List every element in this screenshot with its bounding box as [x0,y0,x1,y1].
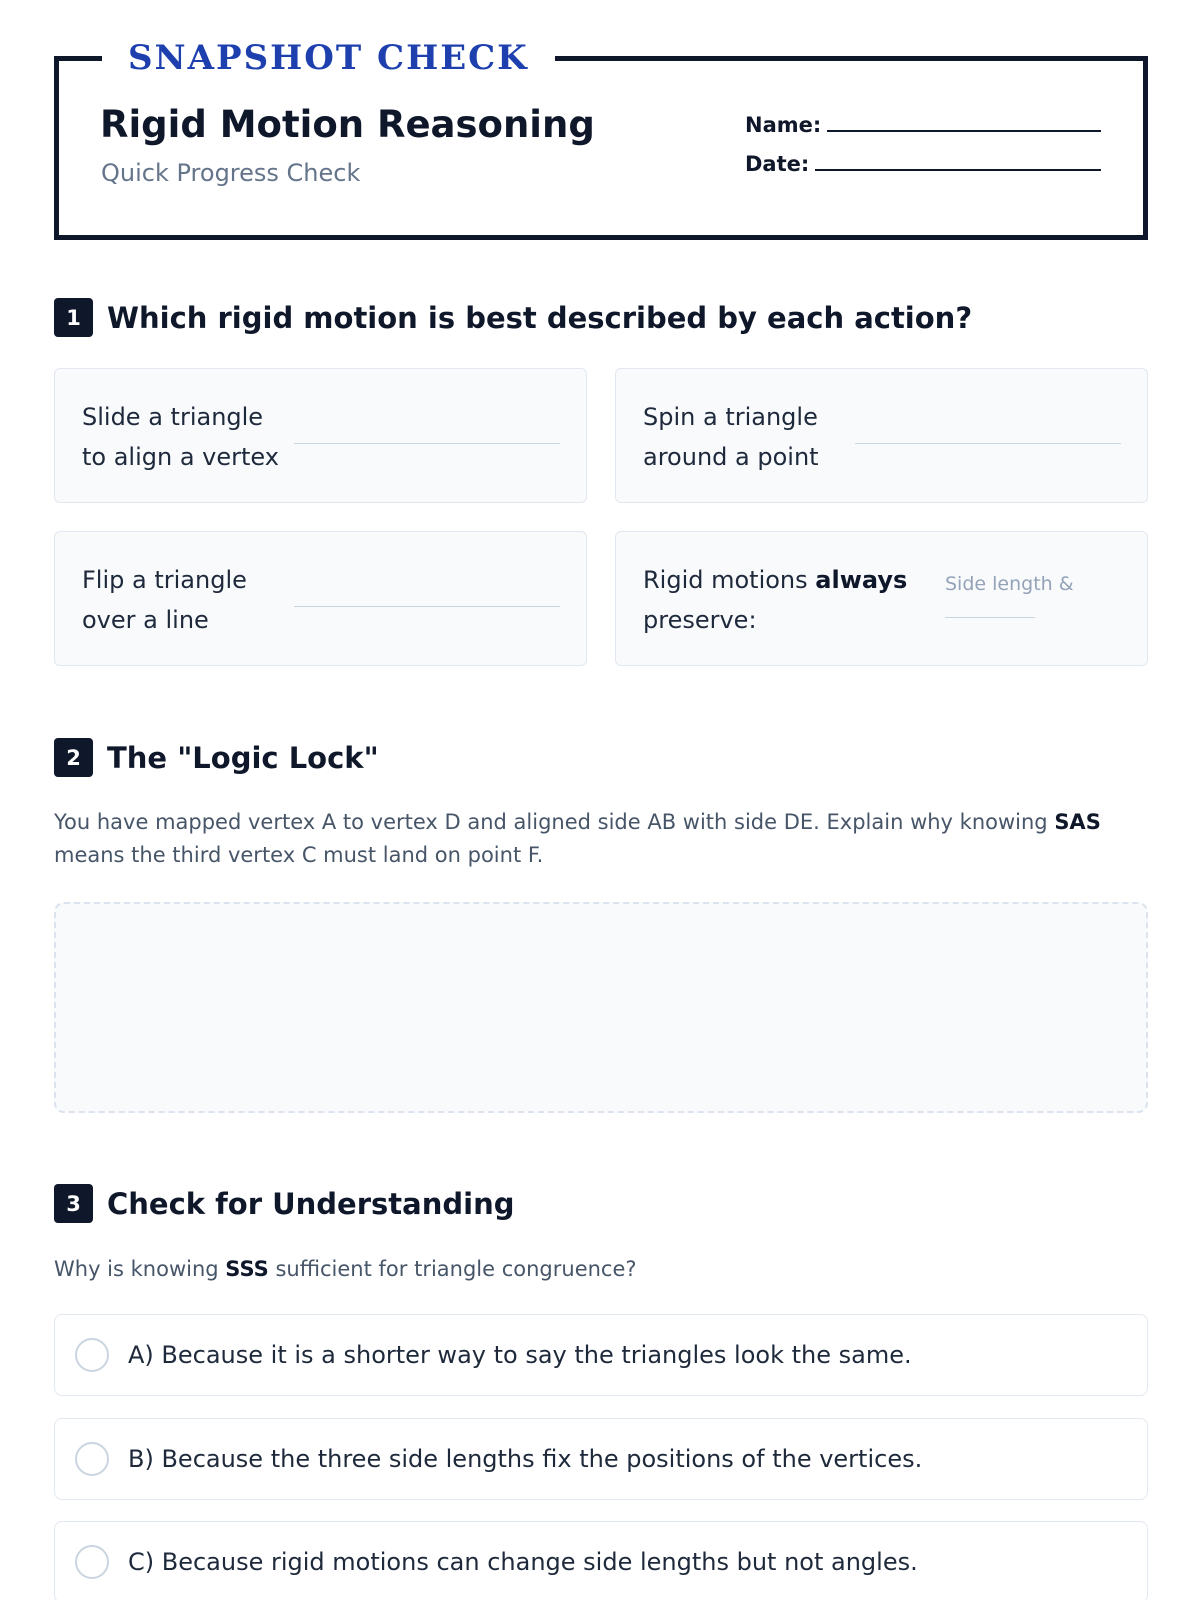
question-number-badge: 3 [54,1184,93,1223]
prompt-bold: SSS [225,1257,269,1281]
prompt-text: You have mapped vertex A to vertex D and aligned side AB with side DE. Explain why knowing [54,810,1055,834]
answer-box[interactable] [54,902,1148,1113]
card-line-2: around a point [643,443,819,471]
option-label: A) Because it is a shorter way to say the triangles look the same. [128,1341,912,1369]
question-2-prompt [54,806,1101,872]
card-line-2: to align a vertex [82,443,279,471]
name-line [827,113,1101,132]
card-prompt [82,397,282,477]
question-number-badge: 1 [54,298,93,337]
option-label: C) Because rigid motions can change side lengths but not angles. [128,1548,918,1576]
page-title: Rigid Motion Reasoning [100,103,595,146]
question-title: Which rigid motion is best described by each action? [107,300,973,335]
date-field[interactable] [745,152,1101,176]
question-number-badge: 2 [54,738,93,777]
date-line [815,152,1101,171]
card-line-1: Flip a triangle [82,566,247,594]
question-2-heading [54,738,379,777]
radio-button[interactable] [75,1545,109,1579]
date-label: Date: [745,152,810,176]
question-title: Check for Understanding [107,1186,515,1221]
card-prompt [643,397,843,477]
question-title: The "Logic Lock" [107,740,379,775]
card-line-1: Spin a triangle [643,403,818,431]
header-box [54,56,1148,240]
card-text-before: Rigid motions [643,566,816,594]
radio-button[interactable] [75,1442,109,1476]
prompt-text-after: sufficient for triangle congruence? [268,1257,637,1281]
question-3-heading [54,1184,514,1223]
motion-card-preserve [615,531,1148,666]
card-line-2: over a line [82,606,209,634]
card-text-after: preserve: [643,606,757,634]
card-text-bold: always [815,566,908,594]
option-c[interactable] [54,1521,1148,1600]
question-1-heading [54,298,972,337]
option-b[interactable] [54,1418,1148,1500]
page-subtitle: Quick Progress Check [101,159,361,187]
radio-button[interactable] [75,1338,109,1372]
question-3-prompt [54,1253,637,1286]
answer-hint: Side length & [945,573,1074,595]
answer-blank[interactable] [945,617,1035,618]
answer-blank[interactable] [294,606,560,607]
prompt-text: Why is knowing [54,1257,226,1281]
name-label: Name: [745,113,822,137]
name-field[interactable] [745,113,1101,137]
motion-card-slide [54,368,587,503]
prompt-bold: SAS [1054,810,1101,834]
card-prompt [82,560,282,640]
answer-blank[interactable] [855,443,1121,444]
motion-card-flip [54,531,587,666]
option-a[interactable] [54,1314,1148,1396]
card-prompt [643,560,933,640]
option-label: B) Because the three side lengths fix the positions of the vertices. [128,1445,923,1473]
card-line-1: Slide a triangle [82,403,264,431]
answer-blank[interactable] [294,443,560,444]
motion-card-spin [615,368,1148,503]
prompt-text-line-2: means the third vertex C must land on point F. [54,843,544,867]
header-tag: SNAPSHOT CHECK [102,36,555,80]
